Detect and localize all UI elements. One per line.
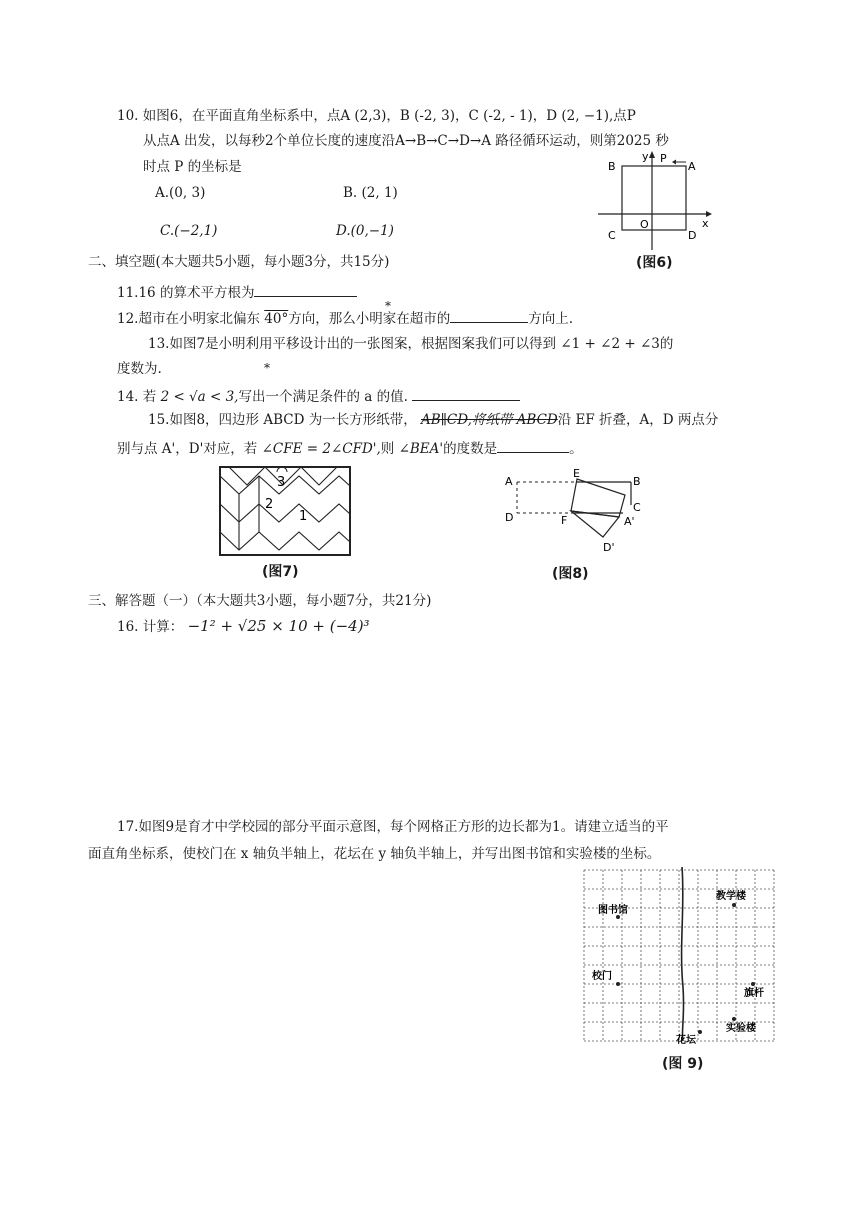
- figure-8: [503, 465, 653, 561]
- q12-after: 方向，那么小明家在超市的: [288, 311, 451, 327]
- fig9-point-gate: [616, 982, 620, 986]
- fig6-label-b: B: [608, 160, 616, 173]
- q15-line1-a: 15.如图8，四边形 ABCD 为一长方形纸带，: [148, 412, 417, 428]
- q14-inequality: 2 < √a < 3,: [160, 389, 239, 405]
- fig8-label-d-prime: D': [603, 541, 615, 554]
- q16-expression: −1² + √25 × 10 + (−4)³: [187, 617, 370, 635]
- fig9-label-gate: 校门: [592, 971, 612, 982]
- q15-line1-b: AB∥CD,将纸带 ABCD: [421, 412, 558, 428]
- q10-option-d: D.(0,−1): [336, 223, 394, 239]
- fig9-label-flag: 旗杆: [744, 988, 764, 999]
- fig9-road: [682, 867, 684, 1041]
- fig6-label-p: P: [660, 152, 667, 165]
- q11: [117, 282, 357, 302]
- section-2-heading: 二、填空题(本大题共5小题，每小题3分，共15分): [88, 254, 390, 270]
- fig8-label-a-prime: A': [624, 515, 635, 528]
- fig9-point-flag: [751, 982, 755, 986]
- q12: [117, 308, 573, 328]
- q10-line2: 从点A 出发，以每秒2个单位长度的速度沿A→B→C→D→A 路径循环运动，则第2025 秒: [143, 133, 669, 149]
- fig7-angle-2: 2: [265, 497, 274, 512]
- q13-line2: 度数为.: [117, 361, 162, 377]
- fig8-label-a: A: [505, 475, 513, 488]
- figure-9: [582, 867, 778, 1051]
- q13-line1: 13.如图7是小明利用平移设计出的一张图案，根据图案我们可以得到 ∠1 + ∠2 + ∠3的: [148, 336, 674, 352]
- fig8-label-d: D: [505, 511, 514, 524]
- fig9-point-teaching: [732, 903, 736, 907]
- fig8-label-f: F: [561, 514, 568, 527]
- q10-option-b: B. (2, 1): [343, 185, 398, 201]
- q12-before: 12.超市在小明家北偏东: [117, 311, 260, 327]
- q14-answer-blank: [412, 386, 520, 401]
- fig6-label-c: C: [608, 229, 616, 242]
- q12-end: 方向上.: [528, 311, 574, 327]
- fig7-angle-3: 3: [277, 475, 286, 490]
- fig9-caption: (图 9): [662, 1056, 704, 1072]
- fig8-caption: (图8): [552, 566, 589, 582]
- q10-option-c: C.(−2,1): [160, 223, 218, 239]
- q15-line2-a: 别与点 A'，D'对应，若: [117, 441, 258, 457]
- star-mark-2: *: [264, 361, 270, 375]
- q14-after: 写出一个满足条件的 a 的值.: [238, 389, 408, 405]
- fig6-label-a: A: [688, 160, 696, 173]
- fig9-label-teaching: 教学楼: [716, 891, 746, 902]
- fig9-label-lab: 实验楼: [726, 1023, 756, 1034]
- q15-line1-c: 沿 EF 折叠，A，D 两点分: [557, 412, 719, 428]
- q14: [117, 386, 520, 406]
- fig9-point-garden: [698, 1030, 702, 1034]
- fig6-caption: (图6): [636, 255, 673, 271]
- fig9-label-garden: 花坛: [676, 1035, 696, 1046]
- q15-line2-e: 的度数是: [443, 441, 498, 457]
- q15-line2-c: 则: [380, 441, 395, 457]
- q15-line2-d: ∠BEA': [398, 441, 444, 457]
- fig8-label-b: B: [633, 475, 641, 488]
- star-mark: *: [385, 299, 391, 313]
- q15-line2-b: ∠CFE = 2∠CFD',: [261, 441, 381, 457]
- q12-angle: 40°: [264, 311, 289, 327]
- fig8-label-e: E: [573, 467, 580, 480]
- q16: [117, 617, 370, 636]
- section-3-heading: 三、解答题（一）（本大题共3小题，每小题7分，共21分): [88, 593, 432, 609]
- fig9-point-lab: [732, 1017, 736, 1021]
- q14-before: 14. 若: [117, 389, 157, 405]
- q15-line2: [117, 438, 583, 458]
- q10-option-a: A.(0, 3): [155, 185, 206, 201]
- q16-label: 16. 计算：: [117, 619, 184, 635]
- fig9-label-library: 图书馆: [598, 905, 628, 916]
- q10-line3: 时点 P 的坐标是: [143, 159, 242, 175]
- q12-answer-blank: [450, 308, 528, 323]
- q11-text: 11.16 的算术平方根为: [117, 285, 255, 301]
- q15-line1: [148, 411, 718, 429]
- figure-6: [596, 150, 716, 260]
- fig6-rectangle: [622, 166, 686, 230]
- fig6-label-o: O: [640, 218, 649, 231]
- fig6-label-x: x: [702, 217, 709, 230]
- fig8-label-c: C: [633, 501, 641, 514]
- fig6-label-d: D: [688, 229, 697, 242]
- fig6-label-y: y: [642, 150, 649, 163]
- q15-answer-blank: [497, 438, 569, 453]
- q10-line1: 10. 如图6，在平面直角坐标系中，点A (2,3)，B (-2, 3)，C (-2, - 1)，D (2, −1),点P: [117, 108, 636, 124]
- q17-line1: 17.如图9是育才中学校园的部分平面示意图，每个网格正方形的边长都为1。请建立适当的平: [117, 819, 669, 835]
- q17-line2: 面直角坐标系，使校门在 x 轴负半轴上，花坛在 y 轴负半轴上，并写出图书馆和实验楼的坐标。: [88, 846, 661, 862]
- q15-line2-f: 。: [569, 441, 583, 457]
- fig7-angle-1: 1: [299, 509, 308, 524]
- fig7-caption: (图7): [262, 564, 299, 580]
- q11-answer-blank: [254, 282, 357, 297]
- figure-7: [219, 466, 351, 556]
